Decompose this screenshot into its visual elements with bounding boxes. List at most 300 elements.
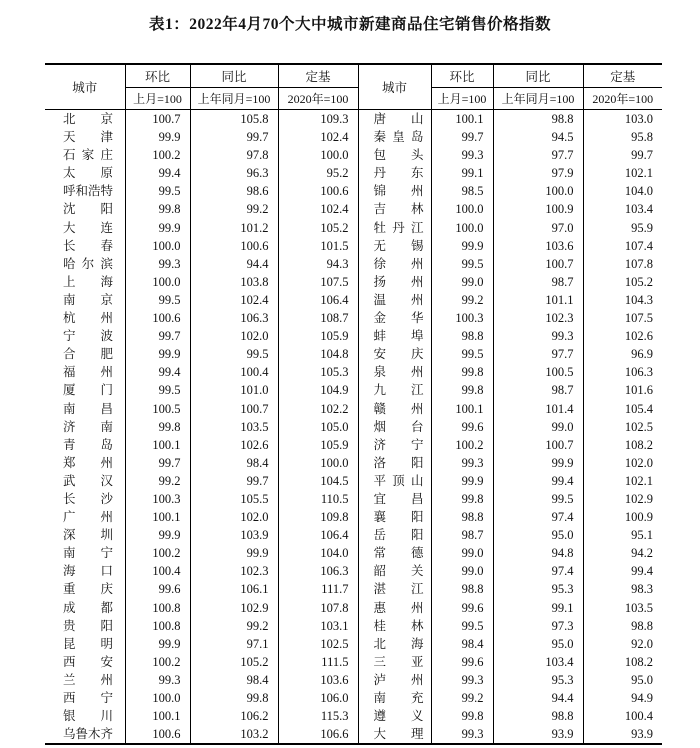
mom-value-cell: 98.4 [431,635,493,653]
city-name: 桂林 [373,618,424,633]
mom-value-cell: 99.4 [125,363,190,381]
table-row [45,454,662,472]
city-name: 三亚 [373,654,424,669]
mom-value-cell: 99.6 [431,418,493,436]
city-cell [45,255,125,273]
yoy-value-cell: 98.6 [190,182,278,200]
yoy-value-cell: 102.0 [190,508,278,526]
yoy-value-cell: 103.2 [190,725,278,744]
yoy-value-cell: 97.7 [493,345,583,363]
yoy-value-cell: 100.9 [493,200,583,218]
city-cell [45,219,125,237]
yoy-value-cell: 97.4 [493,508,583,526]
city-name: 南京 [63,292,113,307]
yoy-value-cell: 103.6 [493,237,583,255]
city-name: 秦皇岛 [373,130,424,145]
city-name: 济南 [63,419,113,434]
city-name: 南宁 [63,546,113,561]
fixed-base-value-cell: 115.3 [278,707,358,725]
city-cell [358,580,431,598]
table-row [45,508,662,526]
fixed-base-value-cell: 94.9 [583,689,662,707]
fixed-base-value-cell: 96.9 [583,345,662,363]
yoy-value-cell: 98.7 [493,381,583,399]
city-cell [358,309,431,327]
table-row [45,418,662,436]
fixed-base-value-cell: 108.2 [583,653,662,671]
city-name: 上海 [63,274,113,289]
fixed-base-value-cell: 95.1 [583,526,662,544]
fixed-base-value-cell: 105.4 [583,400,662,418]
mom-value-cell: 99.2 [431,689,493,707]
city-cell [358,508,431,526]
yoy-value-cell: 99.2 [190,200,278,218]
yoy-value-cell: 95.0 [493,635,583,653]
yoy-value-cell: 100.6 [190,237,278,255]
mom-value-cell: 99.8 [125,418,190,436]
table-row [45,436,662,454]
city-name: 襄阳 [373,510,424,525]
fixed-base-value-cell: 103.1 [278,617,358,635]
table-row [45,671,662,689]
mom-value-cell: 99.4 [125,164,190,182]
yoy-value-cell: 102.6 [190,436,278,454]
city-cell [45,725,125,744]
city-name: 深圳 [63,528,113,543]
fixed-base-value-cell: 107.5 [583,309,662,327]
table-row [45,526,662,544]
city-name: 北京 [63,112,113,126]
table-row [45,544,662,562]
table-row [45,182,662,200]
city-name: 南昌 [63,401,113,416]
yoy-value-cell: 99.9 [190,544,278,562]
city-cell [358,182,431,200]
yoy-column-header: 同比 [493,64,583,88]
city-name: 北海 [373,636,424,651]
fixed-base-value-cell: 106.0 [278,689,358,707]
city-name: 济宁 [373,437,424,452]
city-cell [358,418,431,436]
mom-value-cell: 99.7 [125,454,190,472]
city-name: 赣州 [373,401,424,416]
table-row [45,580,662,598]
city-name: 长沙 [63,491,113,506]
yoy-value-cell: 99.7 [190,472,278,490]
yoy-value-cell: 101.0 [190,381,278,399]
city-name: 洛阳 [373,455,424,470]
mom-value-cell: 98.5 [431,182,493,200]
fixed-base-value-cell: 108.2 [583,436,662,454]
city-cell [45,617,125,635]
fixed-base-value-cell: 105.3 [278,363,358,381]
fixed-base-value-cell: 95.2 [278,164,358,182]
table-row [45,291,662,309]
yoy-value-cell: 99.8 [190,689,278,707]
city-cell [358,725,431,744]
fixed-base-value-cell: 100.4 [583,707,662,725]
fixed-base-value-cell: 102.4 [278,128,358,146]
fixed-base-value-cell: 102.5 [583,418,662,436]
mom-value-cell: 99.9 [125,345,190,363]
city-name: 九江 [373,383,424,398]
mom-value-cell: 100.3 [125,490,190,508]
city-name: 湛江 [373,582,424,597]
fixed-base-value-cell: 100.6 [278,182,358,200]
city-name: 乌鲁木齐 [63,727,114,742]
city-name: 金华 [373,311,424,326]
city-cell [358,490,431,508]
yoy-base-header: 上年同月=100 [190,88,278,110]
mom-value-cell: 100.0 [125,273,190,291]
fixed-base-value-cell: 95.8 [583,128,662,146]
mom-value-cell: 99.3 [431,146,493,164]
mom-value-cell: 100.2 [125,653,190,671]
fixed-base-value-cell: 101.6 [583,381,662,399]
city-cell [45,273,125,291]
yoy-value-cell: 94.4 [190,255,278,273]
city-cell [45,454,125,472]
fixed-base-value-cell: 104.5 [278,472,358,490]
yoy-value-cell: 99.0 [493,418,583,436]
mom-value-cell: 99.8 [431,363,493,381]
fixed-base-value-cell: 99.4 [583,562,662,580]
city-name: 宜昌 [373,491,424,506]
mom-value-cell: 99.8 [125,200,190,218]
yoy-value-cell: 94.4 [493,689,583,707]
mom-value-cell: 100.3 [431,309,493,327]
table-row [45,562,662,580]
fixed-base-value-cell: 99.7 [583,146,662,164]
table-row [45,255,662,273]
mom-value-cell: 99.9 [125,526,190,544]
yoy-value-cell: 94.8 [493,544,583,562]
table-row [45,128,662,146]
fixed-base-value-cell: 109.8 [278,508,358,526]
yoy-value-cell: 96.3 [190,164,278,182]
yoy-value-cell: 103.8 [190,273,278,291]
mom-value-cell: 100.8 [125,599,190,617]
table-row [45,689,662,707]
table-row [45,599,662,617]
mom-value-cell: 100.0 [431,219,493,237]
city-name: 广州 [63,510,113,525]
city-name: 兰州 [63,672,113,687]
city-name: 昆明 [63,636,113,651]
mom-value-cell: 99.1 [431,164,493,182]
mom-value-cell: 99.9 [125,128,190,146]
yoy-value-cell: 97.4 [493,562,583,580]
yoy-value-cell: 102.0 [190,327,278,345]
yoy-value-cell: 101.1 [493,291,583,309]
city-name: 天津 [63,130,113,145]
header-row-bases [45,88,662,110]
table-row [45,345,662,363]
yoy-value-cell: 97.0 [493,219,583,237]
city-cell [45,580,125,598]
yoy-value-cell: 100.4 [190,363,278,381]
yoy-value-cell: 95.0 [493,526,583,544]
table-row [45,110,662,129]
city-name: 遵义 [373,709,424,724]
city-cell [45,508,125,526]
mom-value-cell: 99.5 [125,381,190,399]
yoy-value-cell: 102.3 [190,562,278,580]
mom-value-cell: 99.3 [431,454,493,472]
city-name: 泉州 [373,365,424,380]
fixed-base-value-cell: 107.8 [278,599,358,617]
fixed-base-value-cell: 100.9 [583,508,662,526]
yoy-value-cell: 102.3 [493,309,583,327]
yoy-value-cell: 106.2 [190,707,278,725]
table-header [45,64,662,110]
fixed-base-value-cell: 104.3 [583,291,662,309]
mom-value-cell: 100.0 [125,689,190,707]
yoy-value-cell: 99.3 [493,327,583,345]
fixed-base-value-cell: 105.9 [278,327,358,345]
fixed-base-value-cell: 105.2 [278,219,358,237]
city-cell [45,671,125,689]
fixed-base-value-cell: 106.4 [278,291,358,309]
fixed-base-value-cell: 103.6 [278,671,358,689]
yoy-value-cell: 95.3 [493,671,583,689]
mom-value-cell: 100.1 [431,400,493,418]
yoy-value-cell: 106.3 [190,309,278,327]
fixed-base-column-header: 定基 [583,64,662,88]
yoy-value-cell: 101.4 [493,400,583,418]
city-name: 厦门 [63,383,113,398]
mom-value-cell: 99.7 [125,327,190,345]
table-row [45,707,662,725]
mom-value-cell: 98.8 [431,580,493,598]
city-cell [358,400,431,418]
yoy-value-cell: 98.4 [190,671,278,689]
city-cell [358,219,431,237]
city-name: 泸州 [373,672,424,687]
city-cell [45,635,125,653]
city-cell [358,363,431,381]
yoy-value-cell: 103.4 [493,653,583,671]
city-name: 太原 [63,166,113,181]
table-row [45,381,662,399]
mom-value-cell: 99.9 [125,635,190,653]
city-name: 南充 [373,691,424,705]
city-cell [358,128,431,146]
city-name: 杭州 [63,311,113,326]
yoy-value-cell: 99.1 [493,599,583,617]
city-name: 贵阳 [63,618,113,633]
fixed-base-value-cell: 107.8 [583,255,662,273]
table-row [45,327,662,345]
city-cell [358,291,431,309]
yoy-value-cell: 103.9 [190,526,278,544]
city-cell [358,635,431,653]
mom-value-cell: 99.9 [431,237,493,255]
fixed-base-value-cell: 106.4 [278,526,358,544]
city-cell [45,146,125,164]
yoy-value-cell: 102.4 [190,291,278,309]
city-name: 牡丹江 [373,220,424,235]
fixed-base-column-header: 定基 [278,64,358,88]
mom-value-cell: 100.8 [125,617,190,635]
yoy-value-cell: 98.8 [493,707,583,725]
yoy-value-cell: 99.7 [190,128,278,146]
table-row [45,363,662,381]
fixed-base-value-cell: 102.1 [583,472,662,490]
mom-value-cell: 100.7 [125,110,190,129]
city-cell [45,110,125,129]
city-name: 银川 [63,709,113,724]
city-cell [45,418,125,436]
city-name: 西安 [63,654,113,669]
fixed-base-value-cell: 102.5 [278,635,358,653]
city-name: 徐州 [373,256,424,271]
table-row [45,472,662,490]
city-cell [45,327,125,345]
fixed-base-value-cell: 100.0 [278,454,358,472]
city-name: 锦州 [373,184,424,199]
yoy-base-header: 上年同月=100 [493,88,583,110]
yoy-value-cell: 100.7 [190,400,278,418]
city-cell [358,599,431,617]
table-row [45,653,662,671]
city-cell [45,363,125,381]
city-name: 烟台 [373,419,424,434]
fixed-base-value-cell: 106.3 [278,562,358,580]
city-name: 合肥 [63,347,113,362]
city-name: 哈尔滨 [63,256,113,271]
fixed-base-value-cell: 105.0 [278,418,358,436]
mom-value-cell: 100.2 [125,146,190,164]
city-cell [358,526,431,544]
city-cell [358,653,431,671]
table-row [45,400,662,418]
table-row [45,237,662,255]
yoy-value-cell: 100.7 [493,255,583,273]
yoy-value-cell: 99.5 [190,345,278,363]
city-name: 郑州 [63,455,113,470]
mom-value-cell: 99.5 [125,291,190,309]
fixed-base-value-cell: 102.0 [583,454,662,472]
mom-value-cell: 99.8 [431,707,493,725]
city-cell [358,273,431,291]
fixed-base-value-cell: 98.3 [583,580,662,598]
city-cell [358,237,431,255]
yoy-value-cell: 98.4 [190,454,278,472]
mom-value-cell: 99.9 [431,472,493,490]
city-cell [45,472,125,490]
city-cell [45,526,125,544]
fixed-base-value-cell: 102.6 [583,327,662,345]
city-cell [45,200,125,218]
city-name: 温州 [373,292,424,307]
city-cell [45,653,125,671]
fixed-base-value-cell: 103.4 [583,200,662,218]
city-name: 大理 [373,727,424,742]
city-cell [358,562,431,580]
table-row [45,146,662,164]
yoy-value-cell: 100.7 [493,436,583,454]
fixed-base-header: 2020年=100 [278,88,358,110]
city-name: 常德 [373,546,424,561]
mom-value-cell: 99.8 [431,381,493,399]
mom-base-header: 上月=100 [125,88,190,110]
mom-value-cell: 99.0 [431,273,493,291]
mom-value-cell: 99.5 [431,345,493,363]
city-column-header: 城市 [358,64,431,110]
yoy-value-cell: 97.3 [493,617,583,635]
yoy-value-cell: 105.5 [190,490,278,508]
yoy-value-cell: 97.8 [190,146,278,164]
mom-value-cell: 99.3 [431,725,493,744]
city-name: 岳阳 [373,528,424,543]
yoy-value-cell: 103.5 [190,418,278,436]
fixed-base-value-cell: 98.8 [583,617,662,635]
city-name: 平顶山 [373,473,424,488]
fixed-base-value-cell: 102.4 [278,200,358,218]
city-cell [45,182,125,200]
yoy-value-cell: 95.3 [493,580,583,598]
city-name: 丹东 [373,166,424,181]
fixed-base-value-cell: 109.3 [278,110,358,129]
fixed-base-value-cell: 104.0 [278,544,358,562]
city-cell [358,671,431,689]
city-cell [45,309,125,327]
city-name: 吉林 [373,202,424,217]
mom-value-cell: 98.8 [431,327,493,345]
fixed-base-value-cell: 105.9 [278,436,358,454]
city-name: 宁波 [63,329,113,344]
mom-value-cell: 99.6 [431,599,493,617]
city-name: 扬州 [373,274,424,289]
yoy-value-cell: 99.9 [493,454,583,472]
city-name: 武汉 [63,473,113,488]
fixed-base-value-cell: 103.0 [583,110,662,129]
city-name: 唐山 [373,112,424,126]
fixed-base-value-cell: 95.9 [583,219,662,237]
fixed-base-value-cell: 105.2 [583,273,662,291]
header-row-groups [45,64,662,88]
city-cell [45,436,125,454]
yoy-value-cell: 94.5 [493,128,583,146]
mom-value-cell: 99.0 [431,544,493,562]
fixed-base-value-cell: 92.0 [583,635,662,653]
price-index-table [45,63,662,745]
mom-value-cell: 100.6 [125,725,190,744]
table-row [45,273,662,291]
city-name: 惠州 [373,600,424,615]
mom-column-header: 环比 [125,64,190,88]
city-name: 大连 [63,220,113,235]
mom-value-cell: 100.1 [125,436,190,454]
city-name: 海口 [63,564,113,579]
mom-value-cell: 99.0 [431,562,493,580]
mom-value-cell: 100.1 [125,508,190,526]
fixed-base-value-cell: 111.7 [278,580,358,598]
table-row [45,635,662,653]
mom-value-cell: 100.5 [125,400,190,418]
mom-value-cell: 99.5 [431,255,493,273]
city-cell [45,345,125,363]
yoy-value-cell: 105.8 [190,110,278,129]
city-name: 包头 [373,148,424,163]
mom-base-header: 上月=100 [431,88,493,110]
city-cell [358,146,431,164]
fixed-base-value-cell: 102.9 [583,490,662,508]
city-name: 青岛 [63,437,113,452]
city-cell [45,490,125,508]
city-cell [358,381,431,399]
